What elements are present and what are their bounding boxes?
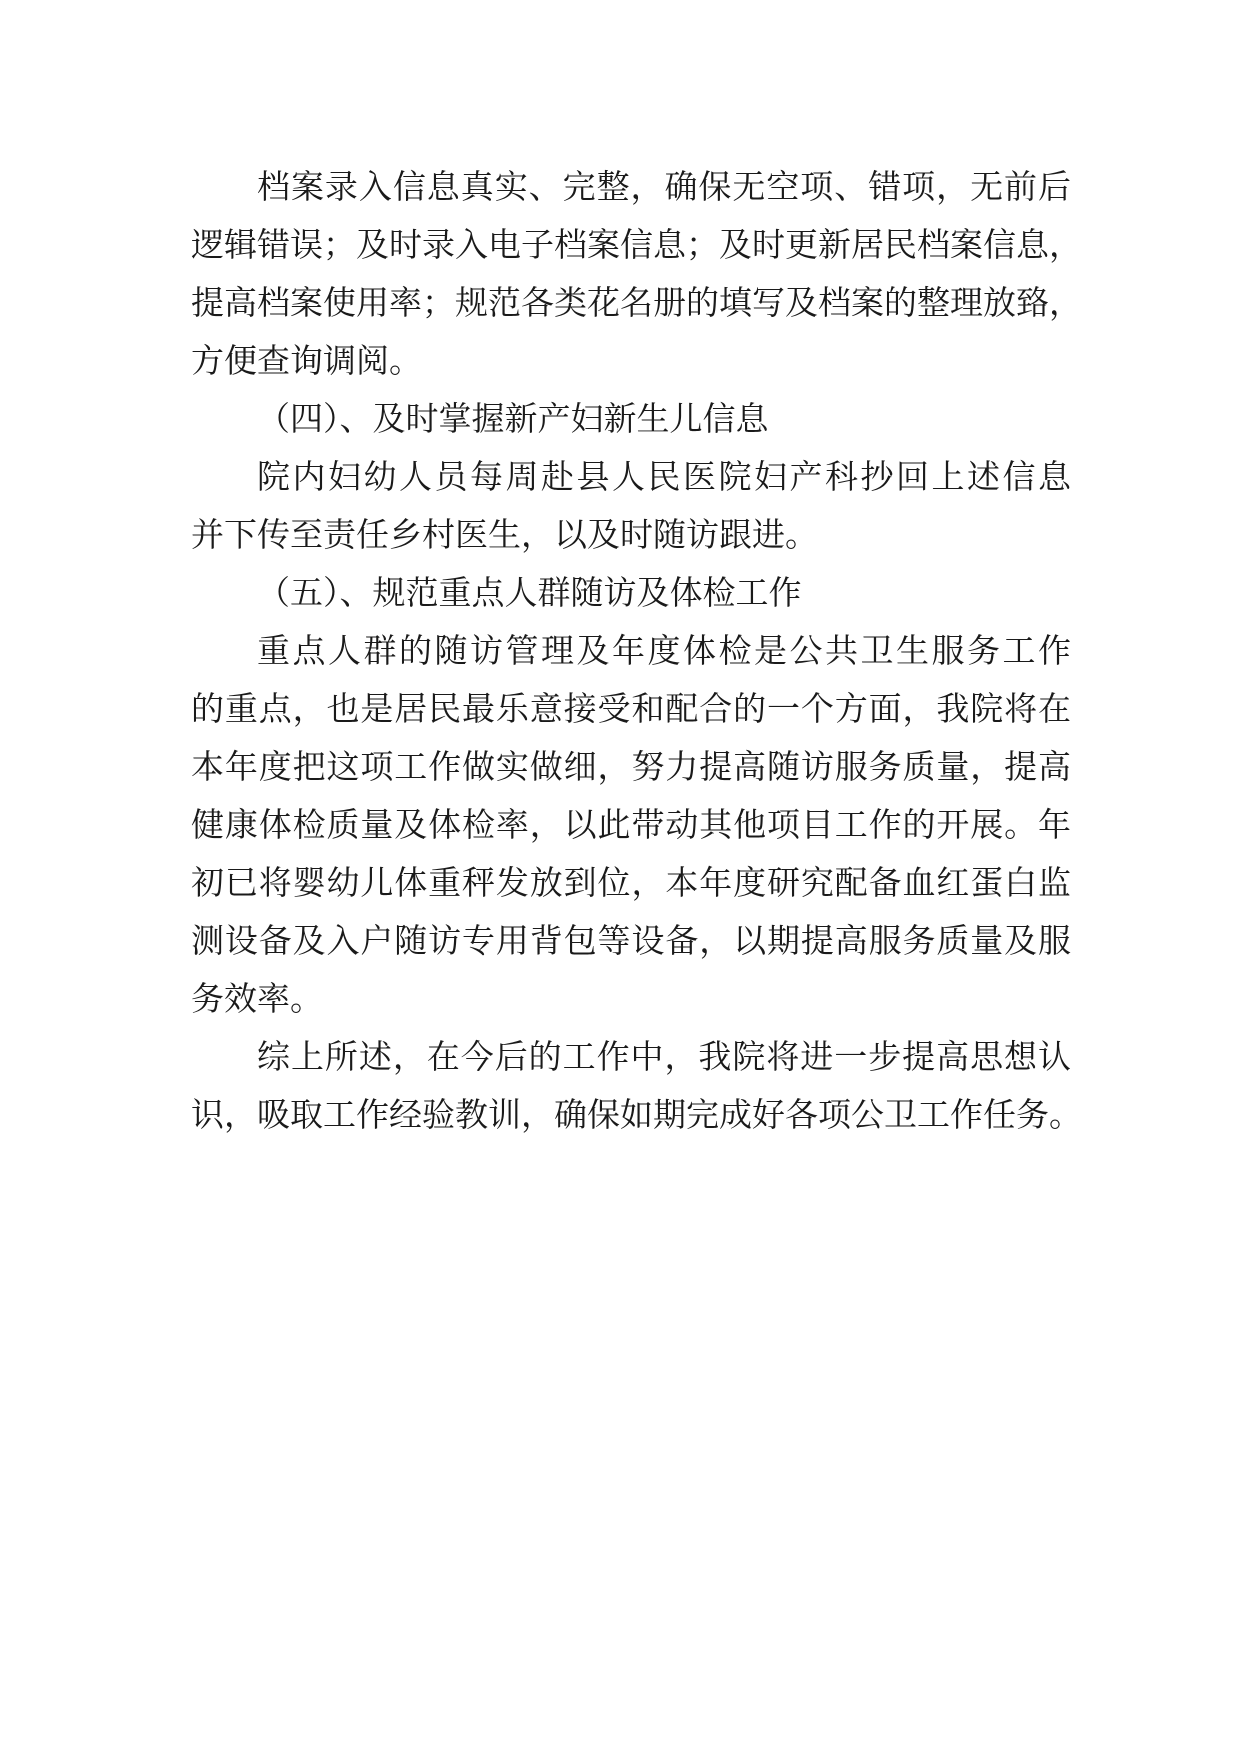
paragraph-line: 并下传至责任乡村医生，以及时随访跟进。 bbox=[191, 515, 818, 554]
paragraph-line: 健康体检质量及体检率，以此带动其他项目工作的开展。年 bbox=[191, 805, 1071, 844]
paragraph-line: 重点人群的随访管理及年度体检是公共卫生服务工作 bbox=[257, 631, 1071, 670]
paragraph-line: 提高档案使用率；规范各类花名册的填写及档案的整理放臵， bbox=[191, 283, 1082, 322]
section-heading: （四）、及时掌握新产妇新生儿信息 bbox=[257, 399, 769, 438]
paragraph-line: 识，吸取工作经验教训，确保如期完成好各项公卫工作任务。 bbox=[191, 1095, 1082, 1134]
paragraph-line: 的重点，也是居民最乐意接受和配合的一个方面，我院将在 bbox=[191, 689, 1071, 728]
paragraph-line: 务效率。 bbox=[191, 979, 323, 1018]
section-heading: （五）、规范重点人群随访及体检工作 bbox=[257, 573, 802, 612]
paragraph-line: 测设备及入户随访专用背包等设备，以期提高服务质量及服 bbox=[191, 921, 1071, 960]
paragraph-line: 方便查询调阅。 bbox=[191, 341, 422, 380]
paragraph-line: 综上所述，在今后的工作中，我院将进一步提高思想认 bbox=[257, 1037, 1071, 1076]
paragraph-line: 初已将婴幼儿体重秤发放到位，本年度研究配备血红蛋白监 bbox=[191, 863, 1071, 902]
paragraph-line: 院内妇幼人员每周赴县人民医院妇产科抄回上述信息 bbox=[257, 457, 1071, 496]
paragraph-line: 逻辑错误；及时录入电子档案信息；及时更新居民档案信息， bbox=[191, 225, 1082, 264]
paragraph-line: 本年度把这项工作做实做细，努力提高随访服务质量，提高 bbox=[191, 747, 1071, 786]
paragraph-line: 档案录入信息真实、完整，确保无空项、错项，无前后 bbox=[257, 167, 1071, 206]
